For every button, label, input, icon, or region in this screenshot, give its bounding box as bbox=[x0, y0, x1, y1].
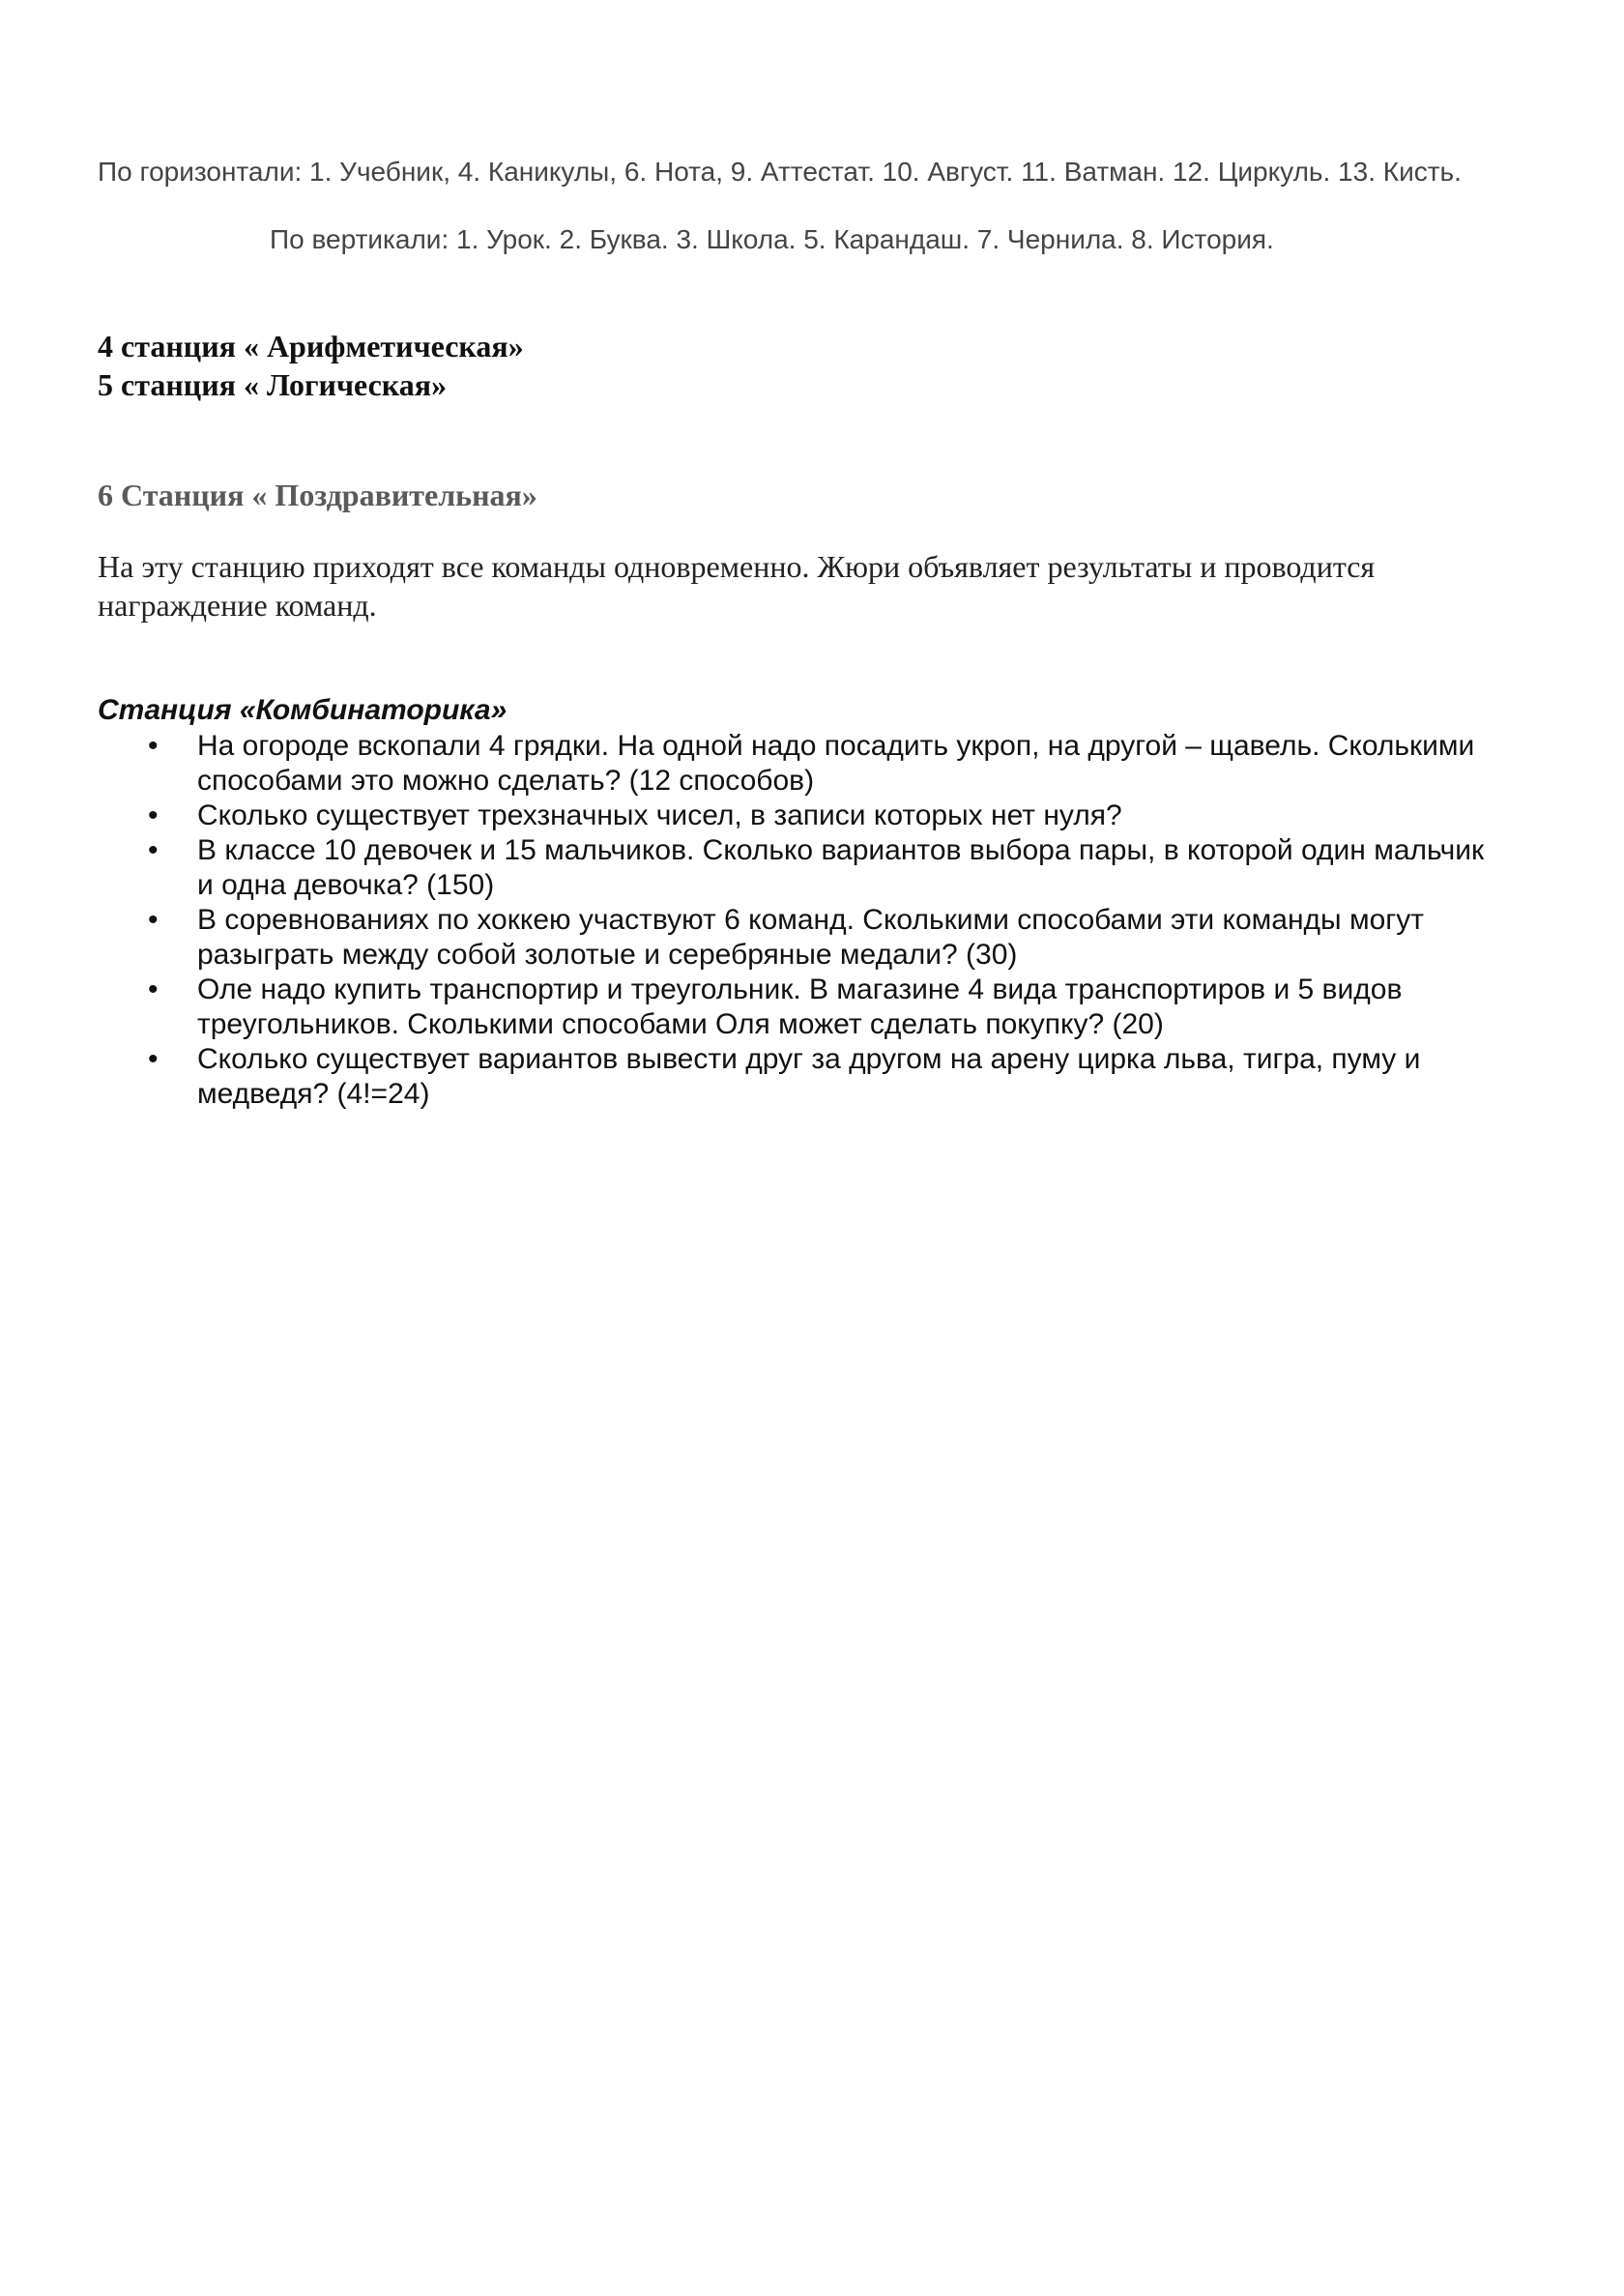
task-text: На огороде вскопали 4 грядки. На одной надо посадить укроп, на другой – щавель. Сколькими способами это можно сделать? (12 способов) bbox=[197, 730, 1475, 797]
task-text: Оле надо купить транспортир и треугольник. В магазине 4 вида транспортиров и 5 видов треугольников. Сколькими способами Оля может сделать покупку? (20) bbox=[197, 974, 1403, 1040]
combinatorics-title: Станция «Комбинаторика» bbox=[98, 694, 508, 726]
combinatorics-task-list bbox=[98, 729, 1490, 1112]
list-item bbox=[98, 833, 1490, 903]
task-text: Сколько существует трехзначных чисел, в записи которых нет нуля? bbox=[197, 799, 1122, 831]
station-6-heading: 6 Станция « Поздравительная» bbox=[98, 478, 537, 512]
bullet-icon: • bbox=[148, 904, 159, 936]
station-4-heading: 4 станция « Арифметическая» bbox=[98, 329, 524, 363]
list-item bbox=[98, 799, 1490, 833]
bullet-icon: • bbox=[148, 1043, 159, 1075]
station-5-heading: 5 станция « Логическая» bbox=[98, 367, 448, 402]
bullet-icon: • bbox=[148, 974, 159, 1005]
list-item bbox=[98, 903, 1490, 973]
bullet-icon: • bbox=[148, 799, 159, 831]
list-item bbox=[98, 729, 1490, 799]
station-6-description: На эту станцию приходят все команды одновременно. Жюри объявляет результаты и проводится награждение команд. bbox=[98, 549, 1376, 623]
bullet-icon: • bbox=[148, 834, 159, 866]
list-item bbox=[98, 973, 1490, 1042]
task-text: В классе 10 девочек и 15 мальчиков. Сколько вариантов выбора пары, в которой один мальчик и одна девочка? (150) bbox=[197, 834, 1485, 901]
crossword-answers bbox=[98, 155, 1509, 254]
answers-vertical: По вертикали: 1. Урок. 2. Буква. 3. Школа. 5. Карандаш. 7. Чернила. 8. История. bbox=[270, 224, 1274, 254]
task-text: Сколько существует вариантов вывести друг за другом на арену цирка льва, тигра, пуму и медведя? (4!=24) bbox=[197, 1043, 1421, 1110]
list-item bbox=[98, 1042, 1490, 1112]
answers-horizontal: По горизонтали: 1. Учебник, 4. Каникулы, 6. Нота, 9. Аттестат. 10. Август. 11. Ватман. 12. Циркуль. 13. Кисть. bbox=[98, 157, 1462, 187]
bullet-icon: • bbox=[148, 730, 159, 762]
task-text: В соревнованиях по хоккею участвуют 6 команд. Сколькими способами эти команды могут разыграть между собой золотые и серебряные медали? (30) bbox=[197, 904, 1424, 971]
